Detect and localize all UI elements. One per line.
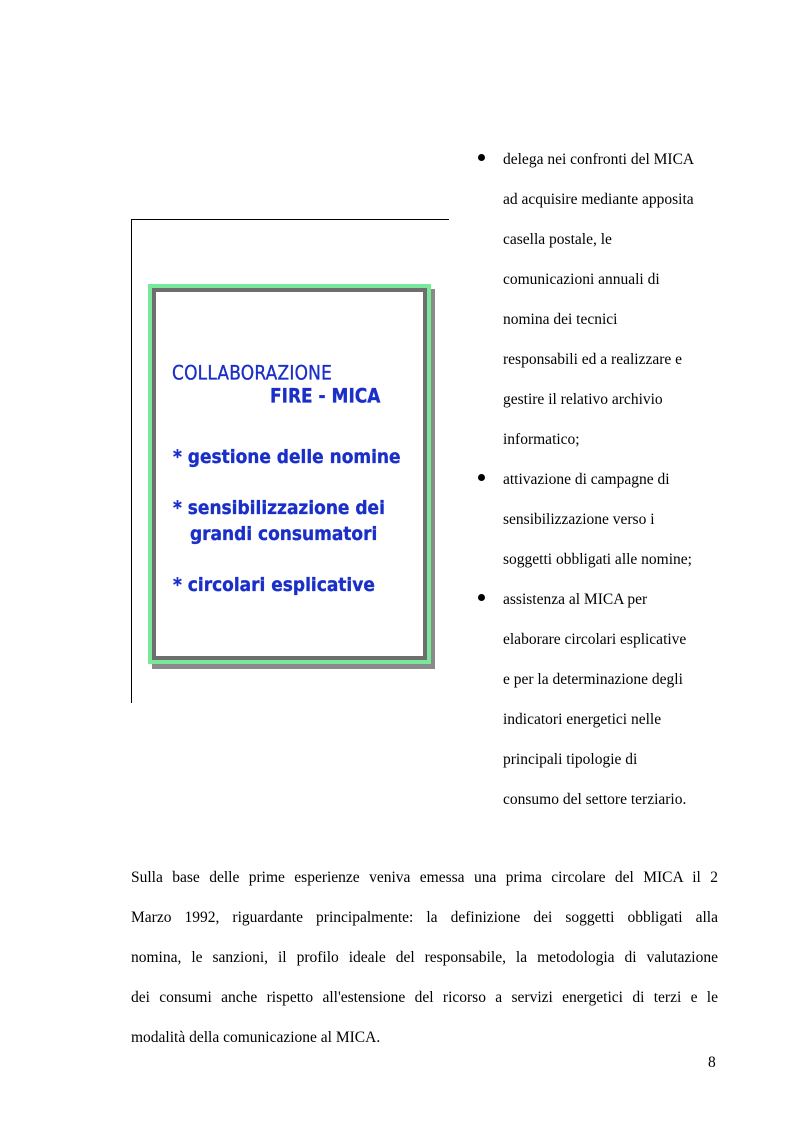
bullet-line: gestire il relativo archivio [503, 391, 663, 408]
paragraph-line: dei consumi anche rispetto all'estensione del ricorso a servizi energetici di terzi e le [131, 989, 718, 1006]
slide-title-line1: COLLABORAZIONE [172, 362, 333, 385]
bullet-line: consumo del settore terziario. [503, 791, 687, 808]
bullet-item [476, 460, 736, 580]
bullet-dot-icon [478, 154, 485, 161]
bullet-line: informatico; [503, 431, 580, 448]
slide-item-sensibilizzazione: * sensibilizzazione dei [173, 497, 385, 520]
bullet-line: ad acquisire mediante apposita [503, 191, 694, 208]
bullet-line: comunicazioni annuali di [503, 271, 660, 288]
bullet-line: responsabili ed a realizzare e [503, 351, 683, 368]
bullet-line: casella postale, le [503, 231, 612, 248]
paragraph-line: Sulla base delle prime esperienze veniva emessa una prima circolare del MICA il 2 [131, 869, 718, 886]
paragraph-line: nomina, le sanzioni, il profilo ideale del responsabile, la metodologia di valutazione [131, 949, 718, 966]
bullet-line: e per la determinazione degli [503, 671, 683, 688]
bullet-line: principali tipologie di [503, 751, 638, 768]
slide-item-circolari: * circolari esplicative [173, 574, 375, 597]
bullet-line: sensibilizzazione verso i [503, 511, 655, 528]
bullet-line: soggetti obbligati alle nomine; [503, 551, 692, 568]
bullet-line: attivazione di campagne di [503, 471, 670, 488]
bullet-item [476, 580, 736, 820]
body-paragraph [131, 858, 718, 1058]
bullet-line: delega nei confronti del MICA [503, 151, 695, 168]
bullet-line: indicatori energetici nelle [503, 711, 662, 728]
bullet-line: elaborare circolari esplicative [503, 631, 687, 648]
bullet-item [476, 140, 736, 460]
bullet-line: assistenza al MICA per [503, 591, 648, 608]
slide-item-consumatori: grandi consumatori [190, 523, 378, 546]
bullet-dot-icon [478, 474, 485, 481]
bullet-dot-icon [478, 594, 485, 601]
slide-item-nomine: * gestione delle nomine [173, 446, 401, 469]
slide-title-line2: FIRE - MICA [270, 385, 381, 408]
paragraph-line: modalità della comunicazione al MICA. [131, 1029, 381, 1046]
bullet-list [476, 140, 736, 820]
page-number: 8 [708, 1054, 716, 1071]
paragraph-line: Marzo 1992, riguardante principalmente: la definizione dei soggetti obbligati alla [131, 909, 718, 926]
bullet-line: nomina dei tecnici [503, 311, 618, 328]
slide-image [148, 284, 431, 664]
